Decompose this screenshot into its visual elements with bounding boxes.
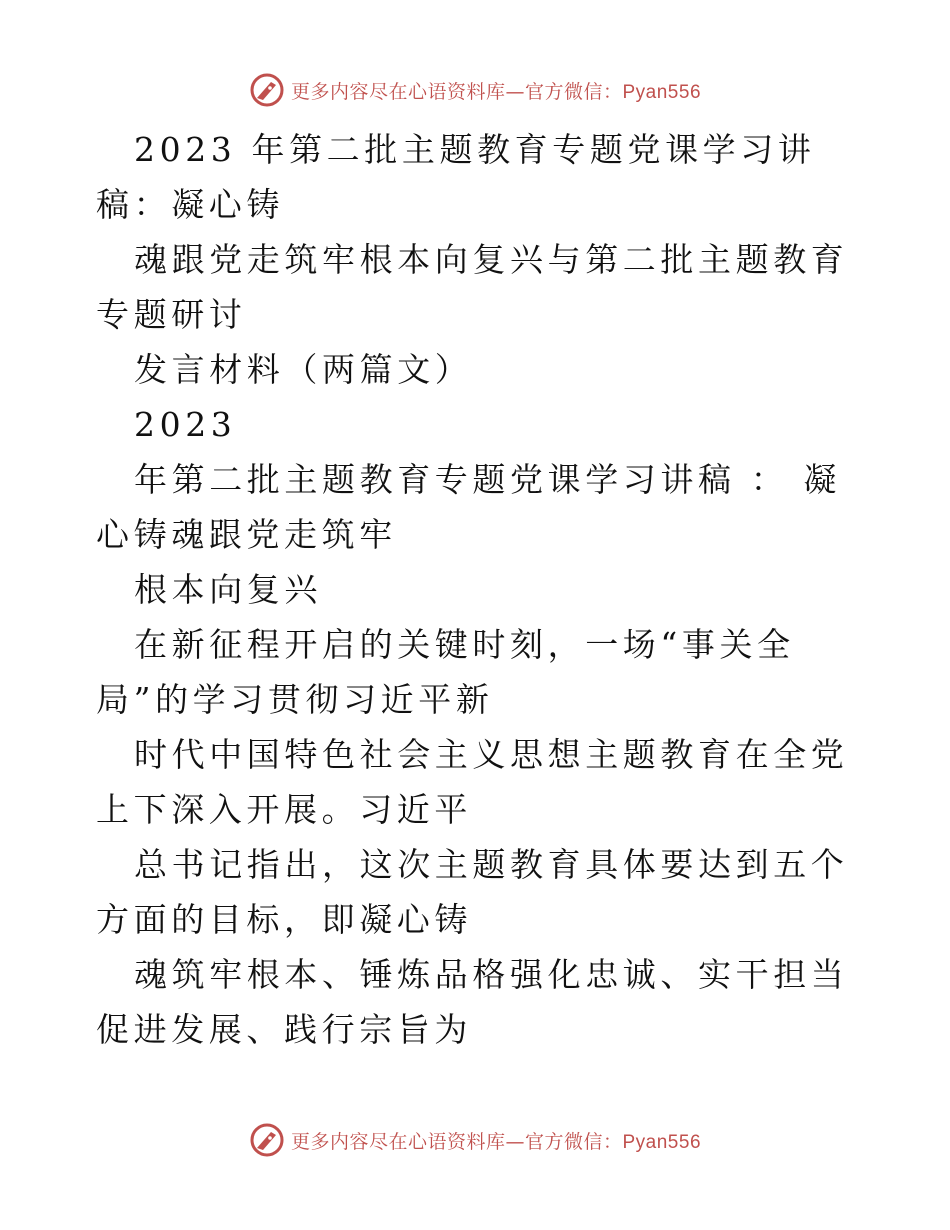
paragraph: 总书记指出，这次主题教育具体要达到五个方面的目标，即凝心铸 <box>96 845 849 939</box>
paragraph: 魂筑牢根本、锤炼品格强化忠诚、实干担当促进发展、践行宗旨为 <box>96 955 849 1049</box>
paragraph: 发言材料（两篇文） <box>134 350 473 389</box>
pen-nib-logo-icon <box>249 1122 285 1158</box>
paragraph: 年第二批主题教育专题党课学习讲稿 ： 凝心铸魂跟党走筑牢 <box>96 460 841 554</box>
pen-nib-logo-icon <box>249 72 285 108</box>
header-watermark <box>0 70 950 110</box>
paragraph: 根本向复兴 <box>134 570 322 609</box>
document-body <box>96 122 856 1057</box>
paragraph: 在新征程开启的关键时刻，一场“事关全局”的学习贯彻习近平新 <box>96 625 795 719</box>
watermark-text: 更多内容尽在心语资料库—官方微信：Pyan556 <box>290 80 702 103</box>
paragraph: 2023 <box>134 405 237 444</box>
paragraph: 时代中国特色社会主义思想主题教育在全党上下深入开展。习近平 <box>96 735 849 829</box>
footer-watermark <box>0 1120 950 1160</box>
watermark-text: 更多内容尽在心语资料库—官方微信：Pyan556 <box>290 1130 702 1153</box>
paragraph: 魂跟党走筑牢根本向复兴与第二批主题教育专题研讨 <box>96 240 849 334</box>
paragraph: 2023 年第二批主题教育专题党课学习讲稿：凝心铸 <box>96 130 816 224</box>
